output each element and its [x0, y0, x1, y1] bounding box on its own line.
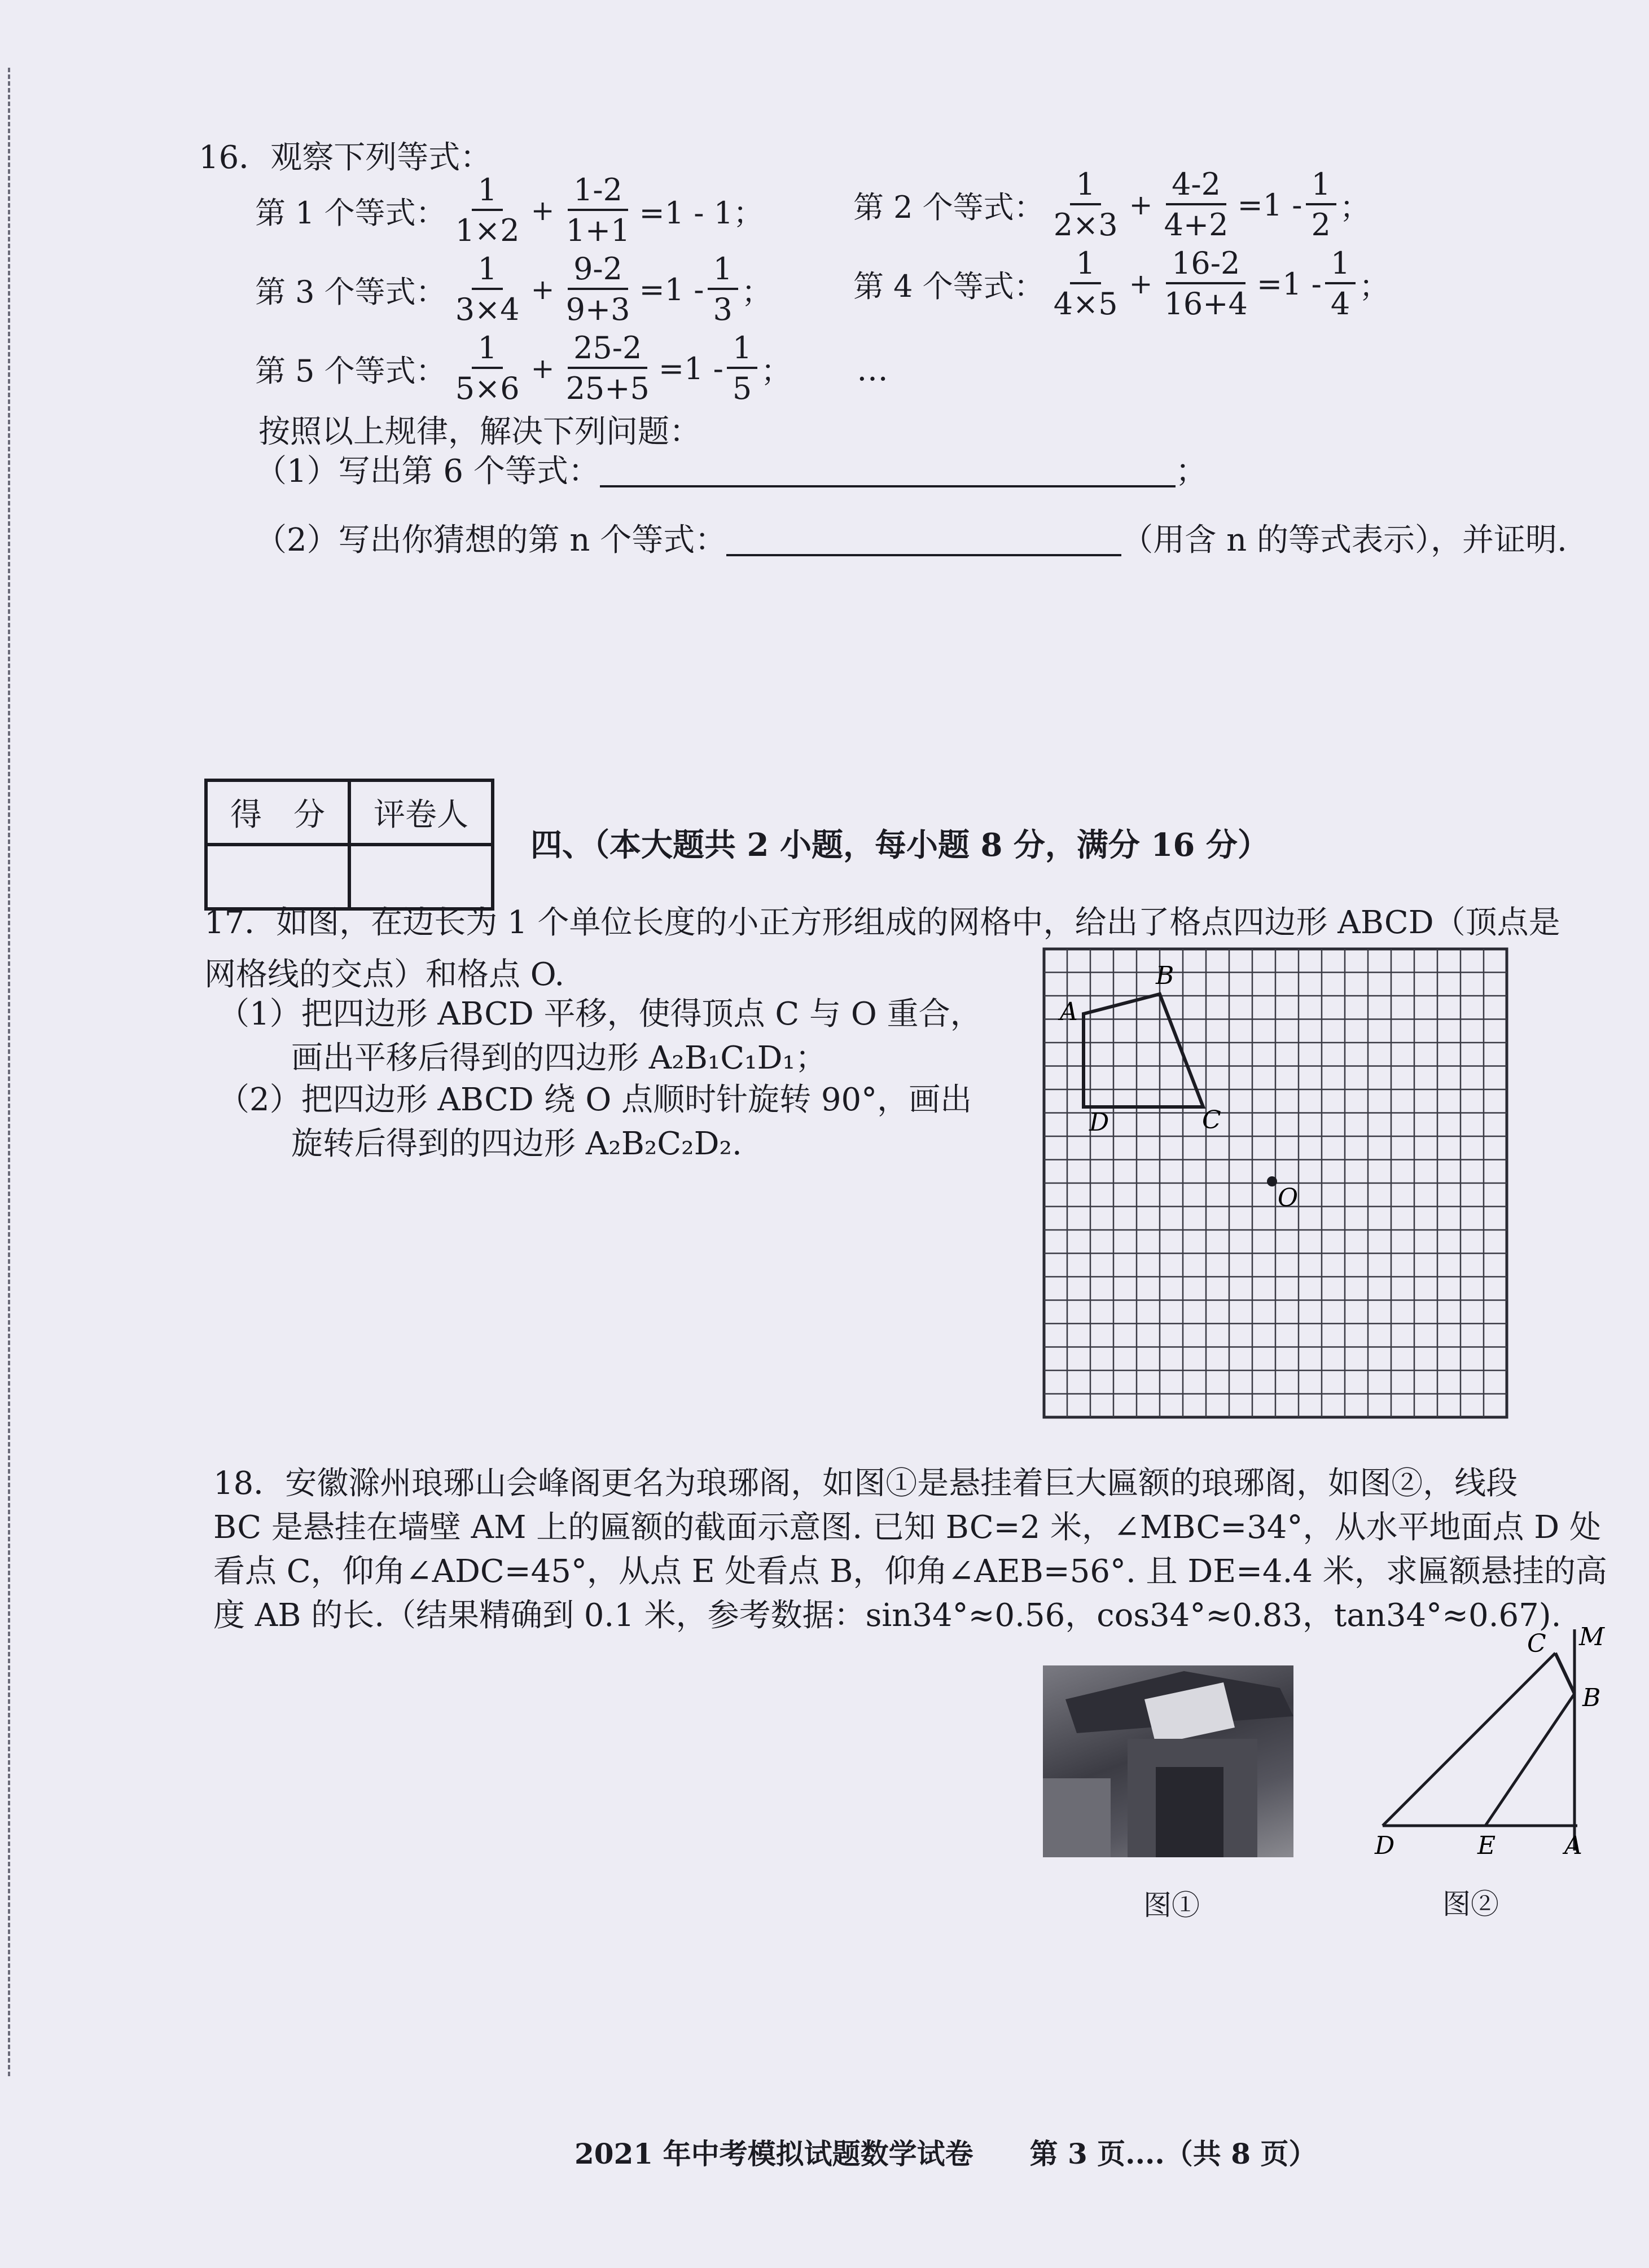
figure-2-caption: 图② [1442, 1888, 1499, 1920]
grader-cell[interactable] [349, 845, 493, 909]
q16-part-1: （1）写出第 6 个等式： ； [255, 453, 1207, 490]
q16-title: 16．观察下列等式： [199, 139, 492, 176]
fraction: $\frac{1}{3\times 4}$ [455, 251, 520, 327]
binding-dashed-line [8, 68, 10, 2076]
page-footer: 2021 年中考模拟试题数学试卷 第 3 页....（共 8 页） [574, 2137, 1317, 2170]
fraction: $\frac{1}{3}$ [708, 254, 738, 325]
q16-ellipsis: … [857, 351, 888, 388]
label-a: A [1564, 1831, 1582, 1860]
q16-equation-4: 第 4 个等式： $\frac{1}{4\times 5}$ + $\frac{16-2}{16+4}$ =1 - $\frac{1}{4}$ ； [853, 245, 1390, 322]
fraction: $\frac{4-2}{4+2}$ [1164, 166, 1229, 243]
equation-label: 第 4 个等式： [853, 268, 1045, 304]
q18-line-2: BC 是悬挂在墙壁 AM 上的匾额的截面示意图. 已知 BC=2 米，∠MBC=34°，从水平地面点 D 处 [213, 1509, 1601, 1546]
equation-label: 第 5 个等式： [255, 353, 446, 389]
figure-1-caption: 图① [1143, 1889, 1200, 1922]
label-d: D [1089, 1108, 1109, 1137]
q17-line-1: 17．如图，在边长为 1 个单位长度的小正方形组成的网格中，给出了格点四边形 ABCD（顶点是 [204, 904, 1560, 941]
label-c: C [1527, 1629, 1546, 1658]
fraction: $\frac{1}{5}$ [727, 333, 757, 404]
equation-rhs: =1 - [658, 350, 723, 386]
q16-part-2: （2）写出你猜想的第 n 个等式： （用含 n 的等式表示），并证明. [255, 522, 1567, 559]
fraction: $\frac{16-2}{16+4}$ [1164, 245, 1248, 322]
equation-rhs: =1 - 1； [639, 195, 764, 231]
q17-part-1a: （1）把四边形 ABCD 平移，使得顶点 C 与 O 重合， [218, 996, 982, 1032]
q17-part-2b: 旋转后得到的四边形 A₂B₂C₂D₂. [291, 1126, 742, 1162]
equation-label: 第 2 个等式： [853, 189, 1045, 225]
grader-header: 评卷人 [349, 780, 493, 845]
q16-equation-1: 第 1 个等式： $\frac{1}{1\times 2}$ + $\frac{1-2}{1+1}$ =1 - 1； [255, 172, 764, 248]
fraction: $\frac{1}{2\times 3}$ [1053, 166, 1118, 243]
equation-rhs: =1 - [1237, 187, 1302, 223]
q17-line-2: 网格线的交点）和格点 O. [204, 956, 565, 993]
answer-blank[interactable] [600, 457, 1176, 487]
label-a: A [1060, 997, 1078, 1026]
line-dc [1383, 1653, 1555, 1826]
fraction: $\frac{1}{4\times 5}$ [1053, 245, 1118, 322]
equation-rhs: =1 - [639, 271, 704, 307]
q16-instruction: 按照以上规律，解决下列问题： [258, 414, 701, 450]
q18-line-1: 18．安徽滁州琅琊山会峰阁更名为琅琊阁，如图①是悬挂着巨大匾额的琅琊阁，如图②，线段 [213, 1465, 1518, 1502]
label-m: M [1579, 1623, 1605, 1651]
q16-equation-3: 第 3 个等式： $\frac{1}{3\times 4}$ + $\frac{9-2}{9+3}$ =1 - $\frac{1}{3}$ ； [255, 251, 772, 327]
pavilion-photo-graphic [1043, 1665, 1293, 1857]
section-4-heading: 四、（本大题共 2 小题，每小题 8 分，满分 16 分） [530, 827, 1269, 864]
fraction: $\frac{1}{2}$ [1306, 169, 1336, 240]
answer-blank[interactable] [726, 526, 1121, 556]
score-cell[interactable] [206, 845, 349, 909]
equation-label: 第 3 个等式： [255, 274, 446, 310]
label-d: D [1375, 1831, 1395, 1860]
score-table [204, 779, 494, 911]
q17-grid-figure [1044, 949, 1507, 1417]
label-b: B [1582, 1684, 1601, 1712]
equation-rhs: =1 - [1256, 266, 1322, 302]
equation-label: 第 1 个等式： [255, 195, 446, 231]
label-c: C [1202, 1106, 1221, 1135]
fraction: $\frac{1}{5\times 6}$ [455, 330, 520, 406]
plaque-bc [1555, 1653, 1575, 1694]
score-header: 得 分 [206, 780, 349, 845]
pavilion-photo [1043, 1665, 1293, 1857]
label-e: E [1477, 1831, 1496, 1860]
fraction: $\frac{1}{4}$ [1325, 248, 1356, 319]
q17-part-2a: （2）把四边形 ABCD 绕 O 点顺时针旋转 90°，画出 [218, 1082, 972, 1118]
q17-part-1b: 画出平移后得到的四边形 A₂B₁C₁D₁； [291, 1040, 827, 1076]
fraction: $\frac{1-2}{1+1}$ [565, 172, 630, 248]
q18-diagram [1366, 1623, 1605, 1862]
point-o [1267, 1176, 1277, 1186]
q18-line-3: 看点 C，仰角∠ADC=45°，从点 E 处看点 B，仰角∠AEB=56°. 且 DE=4.4 米，求匾额悬挂的高 [213, 1553, 1607, 1590]
fraction: $\frac{25-2}{25+5}$ [565, 330, 650, 406]
q16-equation-2: 第 2 个等式： $\frac{1}{2\times 3}$ + $\frac{4-2}{4+2}$ =1 - $\frac{1}{2}$ ； [853, 166, 1370, 243]
q16-equation-5: 第 5 个等式： $\frac{1}{5\times 6}$ + $\frac{25-2}{25+5}$ =1 - $\frac{1}{5}$ ； [255, 330, 792, 406]
fraction: $\frac{9-2}{9+3}$ [565, 251, 630, 327]
label-o: O [1278, 1184, 1299, 1212]
line-eb [1485, 1694, 1575, 1826]
fraction: $\frac{1}{1\times 2}$ [455, 172, 520, 248]
label-b: B [1156, 961, 1174, 990]
q18-line-4: 度 AB 的长.（结果精确到 0.1 米，参考数据：sin34°≈0.56，cos34°≈0.83，tan34°≈0.67). [213, 1597, 1562, 1634]
